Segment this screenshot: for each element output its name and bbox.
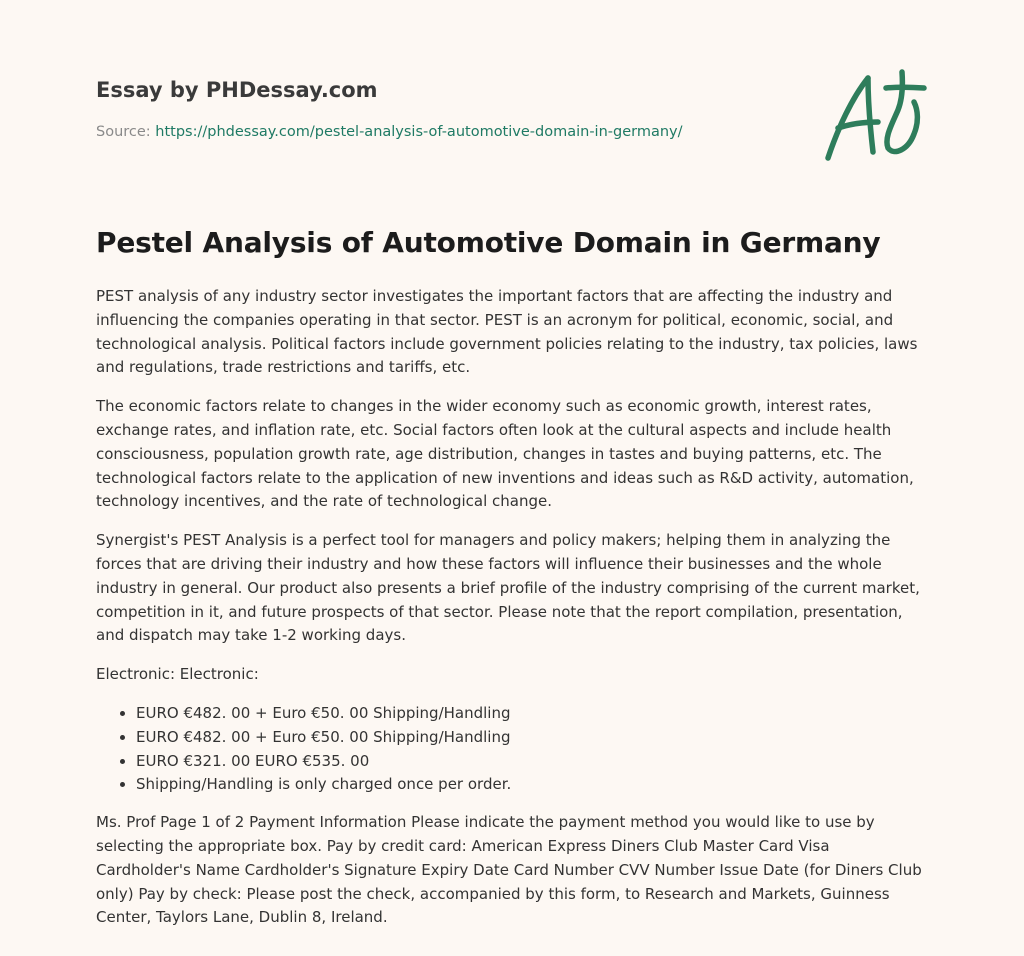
list-item: • EURO €482. 00 + Euro €50. 00 Shipping/Handling bbox=[136, 726, 928, 750]
list-item: • EURO €482. 00 + Euro €50. 00 Shipping/Handling bbox=[136, 702, 928, 726]
paragraph: The economic factors relate to changes in the wider economy such as economic growth, interest rates, exchange rates, and inflation rate, etc. Social factors often look at the cultural aspects and include health consciousness, population growth rate, age distribution, changes in tastes and buying patterns, etc. The technological factors relate to the application of new inventions and ideas such as R&D activity, automation, technology incentives, and the rate of technological change. bbox=[96, 397, 914, 511]
list-item: • Shipping/Handling is only charged once per order. bbox=[136, 773, 928, 797]
list-item: • EURO €321. 00 EURO €535. 00 bbox=[136, 750, 928, 774]
a-plus-logo-icon bbox=[818, 66, 928, 166]
price-list bbox=[96, 702, 928, 797]
essay-body bbox=[96, 285, 928, 945]
essay-title: Pestel Analysis of Automotive Domain in Germany bbox=[96, 226, 881, 259]
paragraph: Synergist's PEST Analysis is a perfect tool for managers and policy makers; helping them in analyzing the forces that are driving their industry and how these factors will influence their businesses and the whole industry in general. Our product also presents a brief profile of the industry comprising of the current market, competition in it, and future prospects of that sector. Please note that the report compilation, presentation, and dispatch may take 1-2 working days. bbox=[96, 531, 920, 645]
site-brand: Essay by PHDessay.com bbox=[96, 78, 378, 102]
source-link[interactable]: https://phdessay.com/pestel-analysis-of-automotive-domain-in-germany/ bbox=[155, 124, 683, 140]
paragraph: Ms. Prof Page 1 of 2 Payment Information Please indicate the payment method you would like to use by selecting the appropriate box. Pay by credit card: American Express Diners Club Master Card Visa Cardholder's Name Cardholder's Signature Expiry Date Card Number CVV Number Issue Date (for Diners Club only) Pay by check: Please post the check, accompanied by this form, to Research and Markets, Guinness Center, Taylors Lane, Dublin 8, Ireland. bbox=[96, 813, 922, 927]
paragraph: PEST analysis of any industry sector investigates the important factors that are affecting the industry and influencing the companies operating in that sector. PEST is an acronym for political, economic, social, and technological analysis. Political factors include government policies relating to the industry, tax policies, laws and regulations, trade restrictions and tariffs, etc. bbox=[96, 287, 918, 377]
source-label: Source: bbox=[96, 124, 151, 140]
paragraph: Electronic: Electronic: bbox=[96, 665, 259, 684]
source-line bbox=[96, 124, 683, 140]
